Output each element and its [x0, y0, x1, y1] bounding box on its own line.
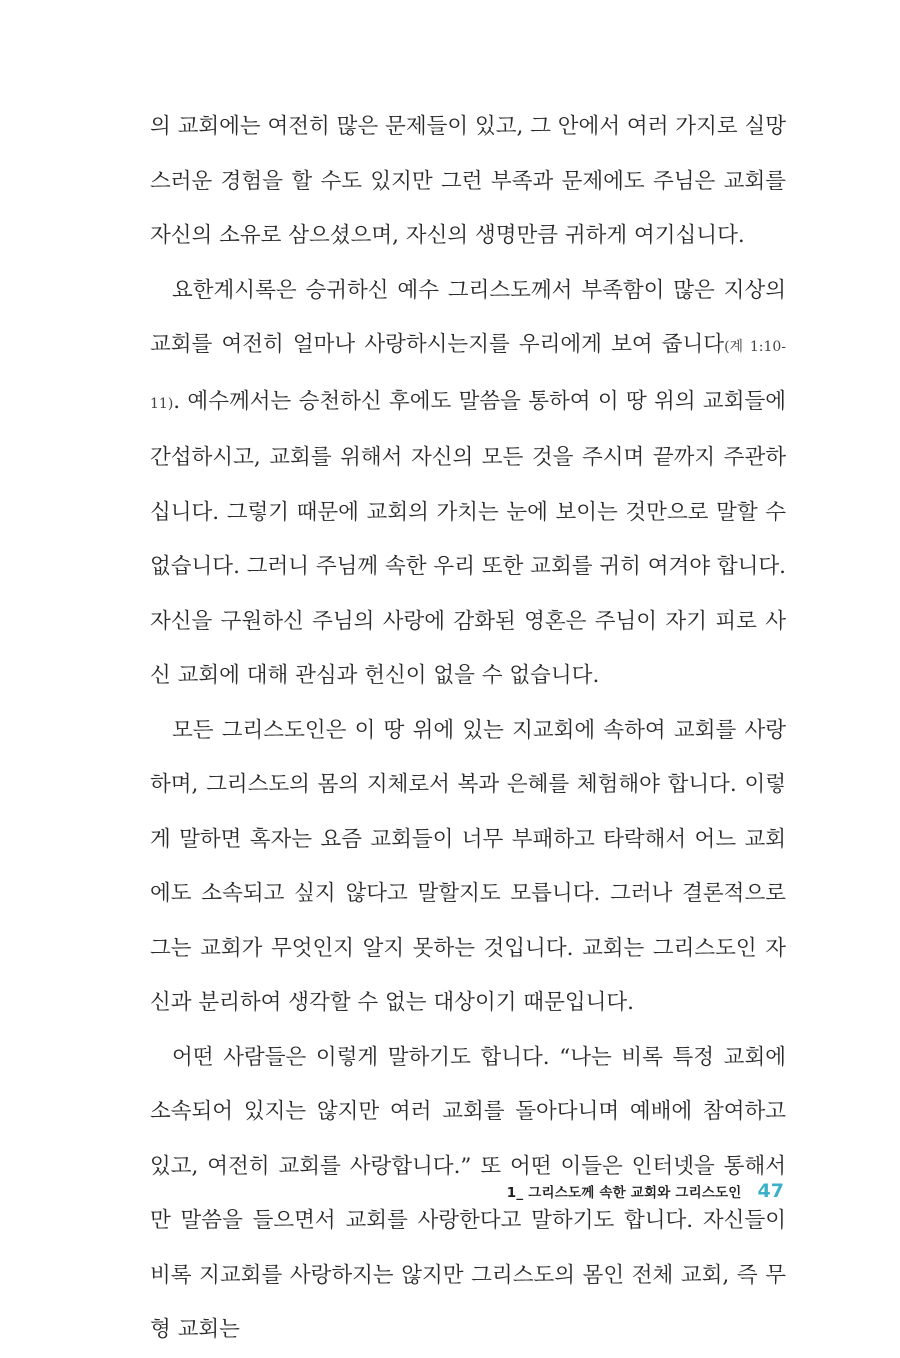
page-number: 47: [757, 1180, 784, 1202]
body-text: [150, 100, 786, 1358]
paragraph-4-text: 어떤 사람들은 이렇게 말하기도 합니다. “나는 비록 특정 교회에 소속되어 있지는 않지만 여러 교회를 돌아다니며 예배에 참여하고 있고, 여전히 교회를 사랑합니다.” 또 어떤 이들은 인터넷을 통해서만 말씀을 들으면서 교회를 사랑한다고 말하기도 합니다. 자신들이 비록 지교회를 사랑하지는 않지만 그리스도의 몸인 전체 교회, 즉 무형 교회는: [150, 1044, 786, 1342]
paragraph-2: [150, 264, 786, 704]
page-footer: [507, 1180, 784, 1202]
scripture-reference: (계 1:10-11): [150, 339, 787, 412]
paragraph-2-text-after: . 예수께서는 승천하신 후에도 말씀을 통하여 이 땅 위의 교회들에 간섭하시고, 교회를 위해서 자신의 모든 것을 주시며 끝까지 주관하십니다. 그렇기 때문에 교회의 가치는 눈에 보이는 것만으로 말할 수 없습니다. 그러니 주님께 속한 우리 또한 교회를 귀히 여겨야 합니다. 자신을 구원하신 주님의 사랑에 감화된 영혼은 주님이 자기 피로 사신 교회에 대해 관심과 헌신이 없을 수 없습니다.: [150, 388, 786, 688]
paragraph-3: [150, 704, 786, 1031]
paragraph-2-text-before: 요한계시록은 승귀하신 예수 그리스도께서 부족함이 많은 지상의 교회를 여전히 얼마나 사랑하시는지를 우리에게 보여 줍니다: [150, 277, 786, 357]
paragraph-1-text: 의 교회에는 여전히 많은 문제들이 있고, 그 안에서 여러 가지로 실망스러운 경험을 할 수도 있지만 그런 부족과 문제에도 주님은 교회를 자신의 소유로 삼으셨으며, 자신의 생명만큼 귀하게 여기십니다.: [150, 114, 786, 248]
paragraph-3-text: 모든 그리스도인은 이 땅 위에 있는 지교회에 속하여 교회를 사랑하며, 그리스도의 몸의 지체로서 복과 은혜를 체험해야 합니다. 이렇게 말하면 혹자는 요즘 교회들이 너무 부패하고 타락해서 어느 교회에도 소속되고 싶지 않다고 말할지도 모릅니다. 그러나 결론적으로 그는 교회가 무엇인지 알지 못하는 것입니다. 교회는 그리스도인 자신과 분리하여 생각할 수 없는 대상이기 때문입니다.: [150, 717, 786, 1015]
running-footer-title: 1_ 그리스도께 속한 교회와 그리스도인: [506, 1185, 742, 1201]
paragraph-1: [150, 100, 786, 264]
